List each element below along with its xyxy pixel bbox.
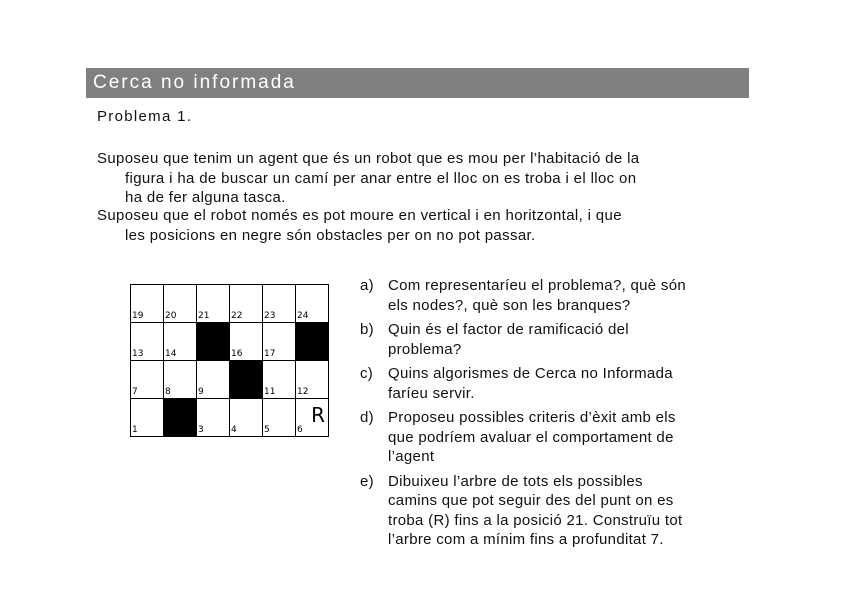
obstacle-cell xyxy=(230,361,263,399)
question-letter: b) xyxy=(360,321,374,338)
question-text-line: camins que pot seguir des del punt on es xyxy=(388,492,674,509)
question-letter: a) xyxy=(360,277,374,294)
description-line: les posicions en negre són obstacles per on no pot passar. xyxy=(125,226,536,244)
cell-number: 12 xyxy=(297,387,309,397)
obstacle-cell xyxy=(296,323,329,361)
grid-cell xyxy=(164,285,197,323)
description-line: Suposeu que tenim un agent que és un robot que es mou per l’habitació de la xyxy=(97,150,640,167)
grid-cell xyxy=(263,361,296,399)
robot-marker: R xyxy=(311,403,325,427)
cell-number: 23 xyxy=(264,311,276,321)
question-item xyxy=(360,276,745,315)
grid-cell xyxy=(164,323,197,361)
question-text-line: l’agent xyxy=(388,448,435,465)
grid-cell xyxy=(230,285,263,323)
cell-number: 8 xyxy=(165,387,171,397)
question-list xyxy=(360,276,745,555)
description-line: ha de fer alguna tasca. xyxy=(125,189,286,206)
question-text-line: Quins algorismes de Cerca no Informada xyxy=(388,365,673,382)
section-title: Cerca no informada xyxy=(93,72,296,93)
cell-number: 7 xyxy=(132,387,138,397)
cell-number: 14 xyxy=(165,349,177,359)
problem-description-1 xyxy=(97,149,747,208)
problem-description-2 xyxy=(97,206,747,245)
room-grid xyxy=(130,284,329,437)
grid-cell xyxy=(164,361,197,399)
description-line: figura i ha de buscar un camí per anar entre el lloc on es troba i el lloc on xyxy=(125,169,637,187)
grid-cell xyxy=(296,399,329,437)
grid-cell xyxy=(230,323,263,361)
obstacle-cell xyxy=(164,399,197,437)
cell-number: 1 xyxy=(132,425,138,435)
question-item xyxy=(360,472,745,550)
cell-number: 19 xyxy=(132,311,144,321)
cell-number: 9 xyxy=(198,387,204,397)
cell-number: 6 xyxy=(297,425,303,435)
cell-number: 3 xyxy=(198,425,204,435)
grid-cell xyxy=(197,361,230,399)
question-letter: d) xyxy=(360,409,374,426)
question-text-line: Proposeu possibles criteris d’èxit amb els xyxy=(388,409,676,426)
cell-number: 5 xyxy=(264,425,270,435)
cell-number: 13 xyxy=(132,349,144,359)
question-text-line: que podríem avaluar el comportament de xyxy=(388,428,674,446)
grid-cell xyxy=(263,323,296,361)
question-text-line: problema? xyxy=(388,340,462,358)
cell-number: 17 xyxy=(264,349,276,359)
question-item xyxy=(360,364,745,403)
question-letter: c) xyxy=(360,365,374,382)
grid-cell xyxy=(230,399,263,437)
question-text-line: faríeu servir. xyxy=(388,384,475,402)
question-item xyxy=(360,408,745,467)
grid-cell xyxy=(296,285,329,323)
problem-title: Problema 1. xyxy=(97,108,193,125)
grid-cell xyxy=(263,285,296,323)
question-text-line: Dibuixeu l’arbre de tots els possibles xyxy=(388,472,643,490)
grid-cell xyxy=(197,399,230,437)
grid-cell xyxy=(131,323,164,361)
question-text-line: l’arbre com a mínim fins a profunditat 7. xyxy=(388,531,664,548)
question-text-line: Com representaríeu el problema?, què són xyxy=(388,277,686,294)
grid-cell xyxy=(131,361,164,399)
grid-cell xyxy=(131,285,164,323)
section-header xyxy=(86,68,749,98)
grid-cell xyxy=(197,285,230,323)
grid-cell xyxy=(263,399,296,437)
cell-number: 4 xyxy=(231,425,237,435)
question-text-line: Quin és el factor de ramificació del xyxy=(388,321,629,338)
question-text-line: els nodes?, què son les branques? xyxy=(388,296,631,314)
cell-number: 16 xyxy=(231,349,243,359)
question-item xyxy=(360,320,745,359)
cell-number: 11 xyxy=(264,387,276,397)
description-line: Suposeu que el robot només es pot moure en vertical i en horitzontal, i que xyxy=(97,207,622,224)
question-letter: e) xyxy=(360,472,374,490)
question-text-line: troba (R) fins a la posició 21. Construïu tot xyxy=(388,511,683,529)
grid-cell xyxy=(296,361,329,399)
cell-number: 24 xyxy=(297,311,309,321)
cell-number: 20 xyxy=(165,311,177,321)
obstacle-cell xyxy=(197,323,230,361)
cell-number: 22 xyxy=(231,311,243,321)
grid-cell xyxy=(131,399,164,437)
cell-number: 21 xyxy=(198,311,210,321)
